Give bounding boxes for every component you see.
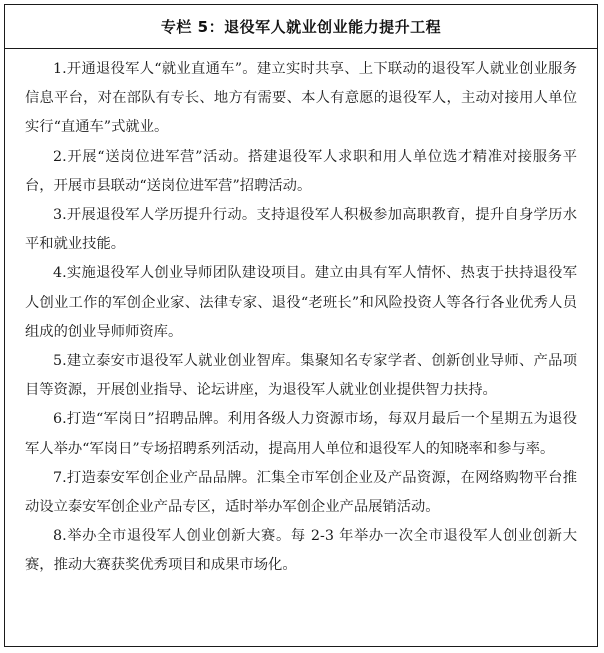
list-item-4: 4.实施退役军人创业导师团队建设项目。建立由具有军人情怀、热衷于扶持退役军人创业工作的军创企业家、法律专家、退役“老班长”和风险投资人等各行各业优秀人员组成的创业导师师资库。: [25, 265, 577, 340]
list-item-2: 2.开展“送岗位进军营”活动。搭建退役军人求职和用人单位选才精准对接服务平台，开展市县联动“送岗位进军营”招聘活动。: [25, 148, 577, 194]
column-title: 专栏 5：退役军人就业创业能力提升工程: [5, 5, 597, 49]
list-item-7: 7.打造泰安军创企业产品品牌。汇集全市军创企业及产品资源，在网络购物平台推动设立泰安军创企业产品专区，适时举办军创企业产品展销活动。: [25, 469, 577, 516]
list-item-5: 5.建立泰安市退役军人就业创业智库。集聚知名专家学者、创新创业导师、产品项目等资源，开展创业指导、论坛讲座，为退役军人就业创业提供智力扶持。: [25, 353, 577, 399]
list-item-1: 1.开通退役军人“就业直通车”。建立实时共享、上下联动的退役军人就业创业服务信息平台，对在部队有专长、地方有需要、本人有意愿的退役军人，主动对接用人单位实行“直通车”式就业。: [25, 61, 577, 136]
list-item-6: 6.打造“军岗日”招聘品牌。利用各级人力资源市场，每双月最后一个星期五为退役军人举办“军岗日”专场招聘系列活动，提高用人单位和退役军人的知晓率和参与率。: [25, 411, 577, 457]
list-item-3: 3.开展退役军人学历提升行动。支持退役军人积极参加高职教育，提升自身学历水平和就业技能。: [25, 207, 577, 253]
column-box: [4, 4, 598, 647]
column-content: [5, 49, 597, 581]
list-item-8: 8.举办全市退役军人创业创新大赛。每 2-3 年举办一次全市退役军人创业创新大赛，推动大赛获奖优秀项目和成果市场化。: [25, 528, 577, 574]
